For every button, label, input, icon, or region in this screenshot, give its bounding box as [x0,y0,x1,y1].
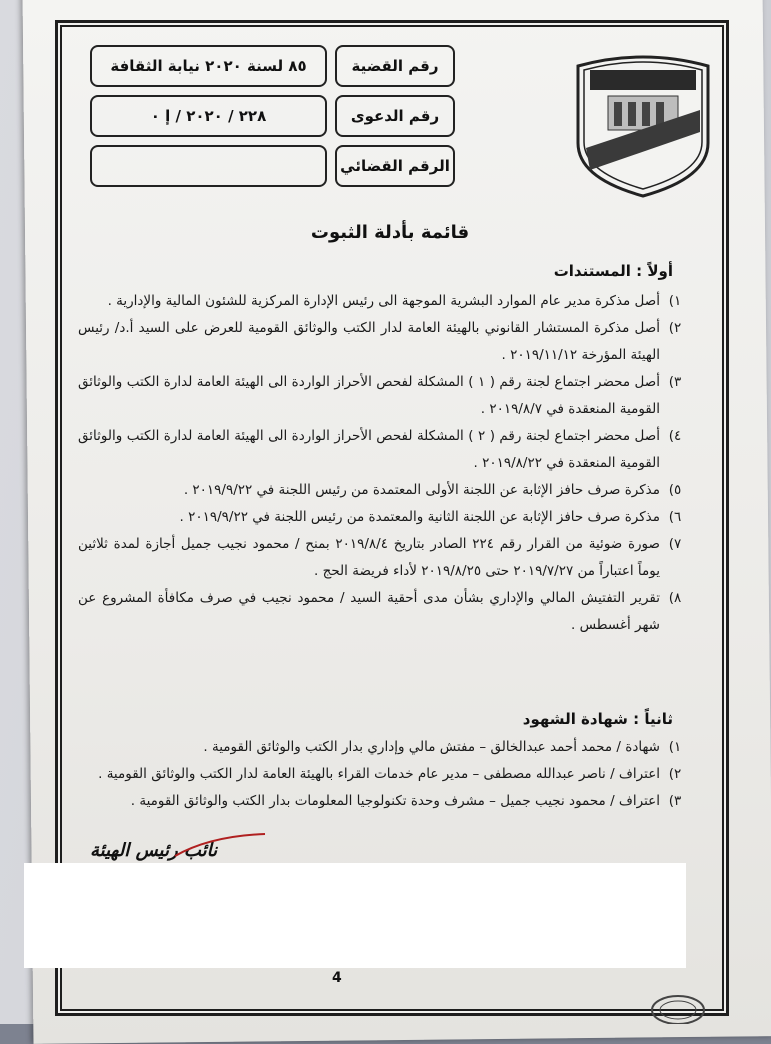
judicial-row [90,145,455,187]
list-item: ١) أصل مذكرة مدير عام الموارد البشرية الموجهة الى رئيس الإدارة المركزية للشئون المالية والإدارية . [107,293,682,309]
suit-number-label: رقم الدعوى [335,95,455,137]
list-item: ١) شهادة / محمد أحمد عبدالخالق – مفتش مالي وإداري بدار الكتب والوثائق القومية . [203,739,682,755]
list-item: ٢) أصل مذكرة المستشار القانوني بالهيئة العامة لدار الكتب والوثائق القومية للعرض على السيد أ.د/ رئيس الهيئة المؤرخة ٢٠١٩/١١/١٢ . [78,320,682,363]
case-number-label: رقم القضية [335,45,455,87]
list-item: ٥) مذكرة صرف حافز الإثابة عن اللجنة الأولى المعتمدة من رئيس اللجنة في ٢٠١٩/٩/٢٢ . [183,482,682,498]
list-item: ٣) اعتراف / محمود نجيب جميل – مشرف وحدة تكنولوجيا المعلومات بدار الكتب والوثائق القومية . [130,793,682,809]
case-row [90,45,455,87]
documents-heading: أولاً : المستندات [553,262,673,280]
list-item: ٨) تقرير التفتيش المالي والإداري بشأن مدى أحقية السيد / محمود نجيب في صرف مكافأة المشروع عن شهر أغسطس . [78,590,682,633]
list-item: ٣) أصل محضر اجتماع لجنة رقم ( ١ ) المشكلة لفحص الأحراز الواردة الى الهيئة العامة لدارة الكتب والوثائق القومية المنعقدة في ٢٠١٩/٨/٧ . [78,374,682,417]
judicial-number-value [90,145,327,187]
suit-number-value: ٢٢٨ / ٢٠٢٠ / إ ٠ [90,95,327,137]
list-item: ٧) صورة ضوئية من القرار رقم ٢٢٤ الصادر بتاريخ ٢٠١٩/٨/٤ بمنح / محمود نجيب جميل أجازة لمدة ثلاثين يوماً اعتباراً من ٢٠١٩/٧/٢٧ حتى ٢٠١٩/٨/٢٥ لأداء فريضة الحج . [78,536,682,579]
suit-row [90,95,455,137]
documents-list [78,288,686,639]
administrative-prosecution-emblem [568,48,718,198]
redacted-area [24,863,686,968]
witnesses-heading: ثانياً : شهادة الشهود [522,710,673,728]
page-number: 4 [332,970,342,986]
stamp-seal [648,990,708,1024]
witnesses-list [78,734,686,815]
signature-title: نائب رئيس الهيئة [90,840,218,861]
case-info-table [90,45,455,190]
document-title: قائمة بأدلة الثبوت [310,222,470,243]
signature-mark [170,826,270,866]
judicial-number-label: الرقم القضائي [335,145,455,187]
list-item: ٢) اعتراف / ناصر عبدالله مصطفى – مدير عام خدمات القراء بالهيئة العامة لدار الكتب والوثائق القومية . [98,766,682,782]
case-number-value: ٨٥ لسنة ٢٠٢٠ نيابة الثقافة [90,45,327,87]
list-item: ٦) مذكرة صرف حافز الإثابة عن اللجنة الثانية والمعتمدة من رئيس اللجنة في ٢٠١٩/٩/٢٢ . [179,509,682,525]
list-item: ٤) أصل محضر اجتماع لجنة رقم ( ٢ ) المشكلة لفحص الأحراز الواردة الى الهيئة العامة لدارة الكتب والوثائق القومية المنعقدة في ٢٠١٩/٨/٢٢ . [78,428,682,471]
